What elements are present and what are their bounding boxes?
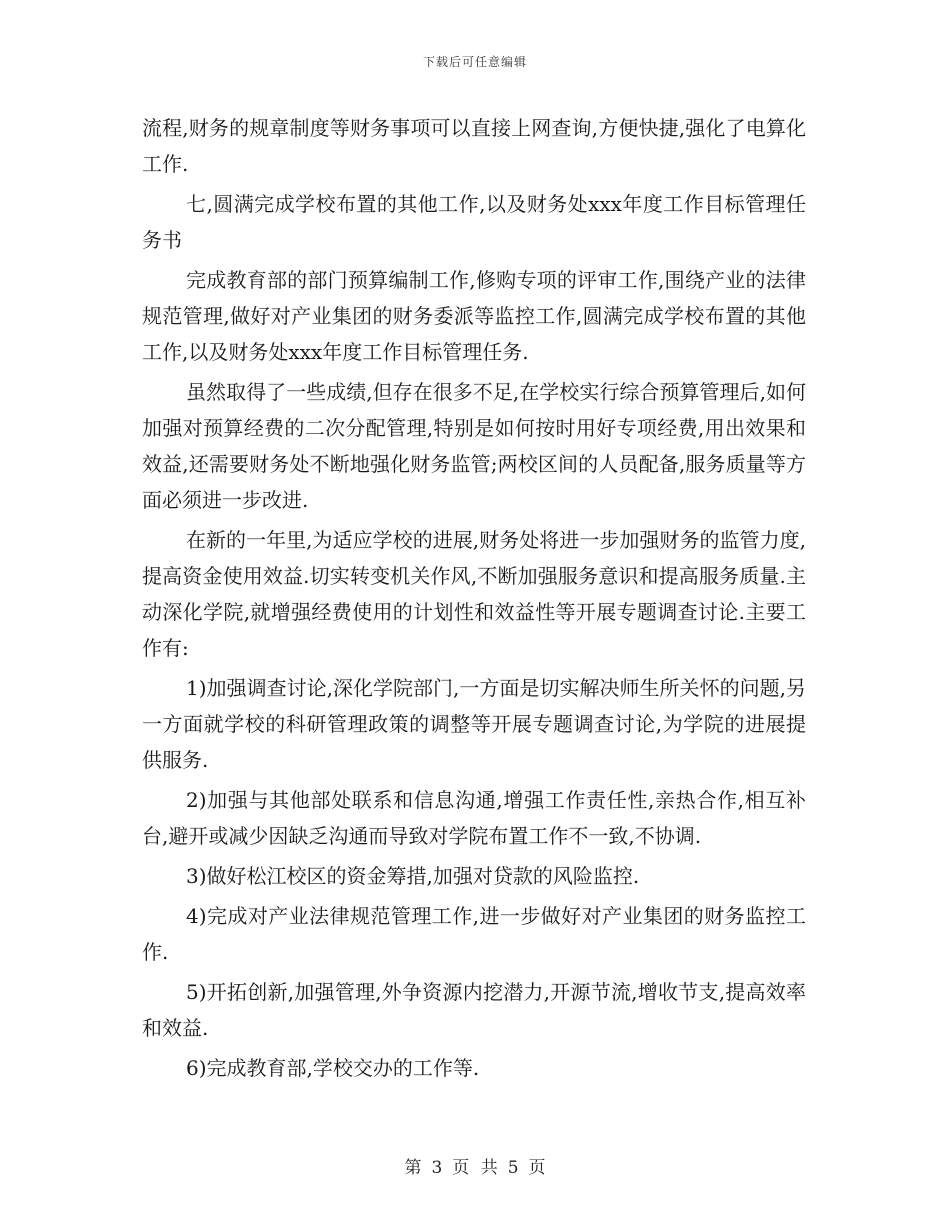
paragraph-5: 在新的一年里,为适应学校的进展,财务处将进一步加强财务的监管力度,提高资金使用效益.切实转变机关作风,不断加强服务意识和提高服务质量.主动深化学院,就增强经费使用的计划性和效益性等开展专题调查讨论.主要工作有: xyxy=(142,528,806,660)
list-item-5: 5)开拓创新,加强管理,外争资源内挖潜力,开源节流,增收节支,提高效率和效益. xyxy=(142,980,806,1040)
page-number: 3 xyxy=(431,1158,443,1178)
list-item-6: 6)完成教育部,学校交办的工作等. xyxy=(186,1056,480,1080)
list-item-2: 2)加强与其他部处联系和信息沟通,增强工作责任性,亲热合作,相互补台,避开或减少因缺乏沟通而导致对学院布置工作不一致,不协调. xyxy=(142,788,806,848)
footer-prefix: 第 xyxy=(404,1158,422,1178)
header-note: 下载后可任意编辑 xyxy=(422,55,527,69)
list-item-3: 3)做好松江校区的资金筹措,加强对贷款的风险监控. xyxy=(186,864,640,888)
footer-suffix: 页 xyxy=(528,1158,546,1178)
paragraph-3: 完成教育部的部门预算编制工作,修购专项的评审工作,围绕产业的法律规范管理,做好对产业集团的财务委派等监控工作,圆满完成学校布置的其他工作,以及财务处xxx年度工作目标管理任务. xyxy=(142,268,806,364)
footer-middle: 页 共 xyxy=(452,1158,498,1178)
page-footer xyxy=(0,1153,950,1178)
paragraph-4: 虽然取得了一些成绩,但存在很多不足,在学校实行综合预算管理后,如何加强对预算经费的二次分配管理,特别是如何按时用好专项经费,用出效果和效益,还需要财务处不断地强化财务监管;两校区间的人员配备,服务质量等方面必须进一步改进. xyxy=(142,380,806,512)
list-item-4: 4)完成对产业法律规范管理工作,进一步做好对产业集团的财务监控工作. xyxy=(142,904,806,964)
list-item-1: 1)加强调查讨论,深化学院部门,一方面是切实解决师生所关怀的问题,另一方面就学校的科研管理政策的调整等开展专题调查讨论,为学院的进展提供服务. xyxy=(142,676,806,772)
page-total: 5 xyxy=(507,1158,519,1178)
paragraph-2: 七,圆满完成学校布置的其他工作,以及财务处xxx年度工作目标管理任务书 xyxy=(142,192,806,252)
document-body xyxy=(142,110,806,1090)
paragraph-1: 流程,财务的规章制度等财务事项可以直接上网查询,方便快捷,强化了电算化工作. xyxy=(142,116,806,176)
